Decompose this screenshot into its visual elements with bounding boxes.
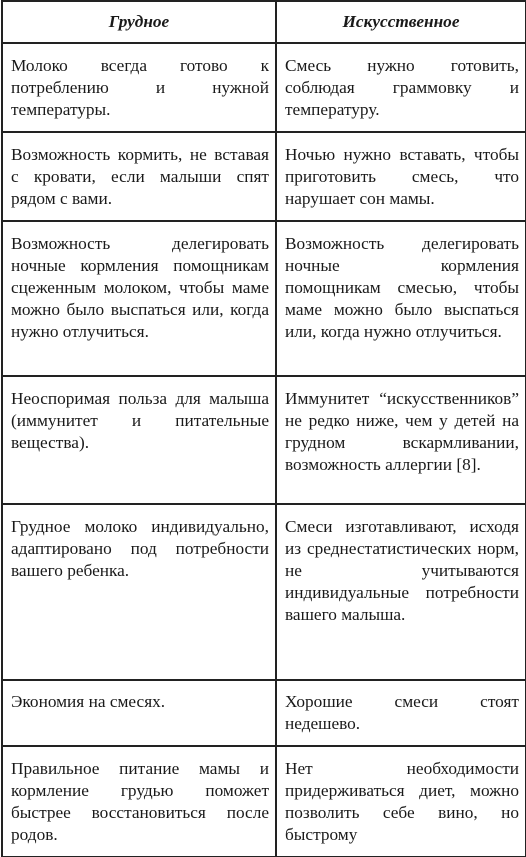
- table-cell-formula: Смеси изготавливают, исходя из среднестатистических норм, не учитываются индивидуальные потребности вашего малыша.: [276, 504, 526, 680]
- table-row: [2, 43, 526, 132]
- table-row: [2, 132, 526, 221]
- table-row: [2, 746, 526, 857]
- table-cell-breastfeeding: Экономия на смесях.: [2, 680, 276, 746]
- header-breastfeeding: Грудное: [2, 1, 276, 43]
- table-row: [2, 221, 526, 376]
- header-formula-feeding: Искусственное: [276, 1, 526, 43]
- table-cell-breastfeeding: Возможность кормить, не вставая с кровати, если малыши спят рядом с вами.: [2, 132, 276, 221]
- table-cell-breastfeeding: Возможность делегировать ночные кормления помощникам сцеженным молоком, чтобы маме можно было выспаться или, когда нужно отлучиться.: [2, 221, 276, 376]
- table-cell-formula: Нет необходимости придерживаться диет, можно позволить себе вино, но быстрому: [276, 746, 526, 857]
- table-cell-breastfeeding: Неоспоримая польза для малыша (иммунитет и питательные вещества).: [2, 376, 276, 504]
- table-cell-breastfeeding: Молоко всегда готово к потреблению и нужной температуры.: [2, 43, 276, 132]
- table-row: [2, 376, 526, 504]
- table-cell-formula: Ночью нужно вставать, чтобы приготовить смесь, что нарушает сон мамы.: [276, 132, 526, 221]
- table-cell-breastfeeding: Грудное молоко индивидуально, адаптировано под потребности вашего ребенка.: [2, 504, 276, 680]
- table-cell-breastfeeding: Правильное питание мамы и кормление грудью поможет быстрее восстановиться после родов.: [2, 746, 276, 857]
- table-cell-formula: Возможность делегировать ночные кормления помощникам смесью, чтобы маме можно было выспаться или, когда нужно отлучиться.: [276, 221, 526, 376]
- table-row: [2, 504, 526, 680]
- table-cell-formula: Смесь нужно готовить, соблюдая граммовку и температуру.: [276, 43, 526, 132]
- table-cell-formula: Хорошие смеси стоят недешево.: [276, 680, 526, 746]
- table-row: [2, 680, 526, 746]
- table-cell-formula: Иммунитет “искусственников” не редко ниже, чем у детей на грудном вскармливании, возможность аллергии [8].: [276, 376, 526, 504]
- comparison-table: [1, 0, 526, 857]
- table-header-row: [2, 1, 526, 43]
